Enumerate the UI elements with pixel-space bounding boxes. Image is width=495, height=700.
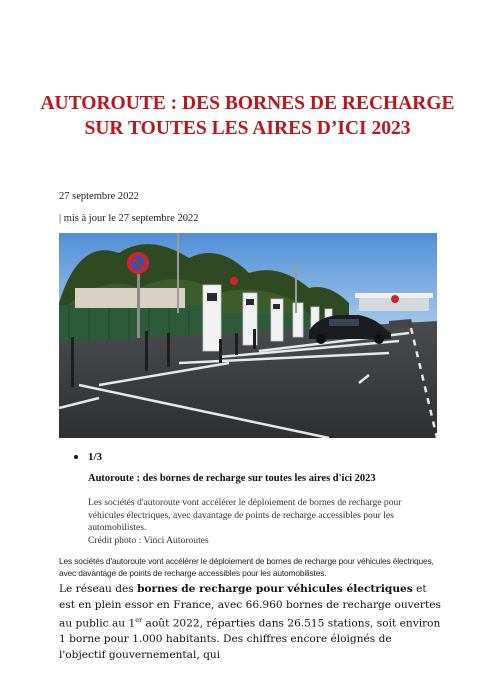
caption-text: Les sociétés d'autoroute vont accélérer le déploiement de bornes de recharge pour véhicules électriques, avec davantage de points de recharge accessibles pour les automobilistes. bbox=[88, 497, 402, 533]
caption-title: Autoroute : des bornes de recharge sur toutes les aires d'ici 2023 bbox=[88, 473, 376, 484]
article-photo bbox=[59, 233, 437, 438]
photo-credit: Crédit photo : Vinci Autoroutes bbox=[88, 534, 209, 546]
publish-date: 27 septembre 2022 bbox=[59, 191, 139, 202]
lead-paragraph: Les sociétés d'autoroute vont accélérer le déploiement de bornes de recharge pour véhicules électriques, avec davantage de points de recharge accessibles pour les automobilistes. bbox=[59, 556, 434, 578]
article-title: AUTOROUTE : DES BORNES DE RECHARGE SUR TOUTES LES AIRES D’ICI 2023 bbox=[40, 93, 455, 139]
body-paragraph bbox=[59, 582, 441, 663]
body-text-1: Le réseau des bbox=[59, 583, 138, 595]
body-text-2: et est en plein essor en France, avec 66.960 bornes de recharge ouvertes au public au 1 bbox=[59, 583, 441, 630]
gallery-counter bbox=[74, 451, 102, 463]
update-date: | mis à jour le 27 septembre 2022 bbox=[59, 213, 199, 224]
body-link-bold[interactable]: bornes de recharge pour véhicules électriques bbox=[137, 583, 413, 595]
body-superscript: er bbox=[135, 616, 143, 624]
bullet-icon bbox=[74, 455, 78, 459]
body-text-3: août 2022, réparties dans 26.515 stations, soit environ 1 borne pour 1.000 habitants. Des chiffres encore éloignés de l'objectif gouvernemental, qui bbox=[59, 617, 441, 661]
caption-body bbox=[88, 497, 438, 547]
gallery-counter-text: 1/3 bbox=[88, 451, 103, 463]
